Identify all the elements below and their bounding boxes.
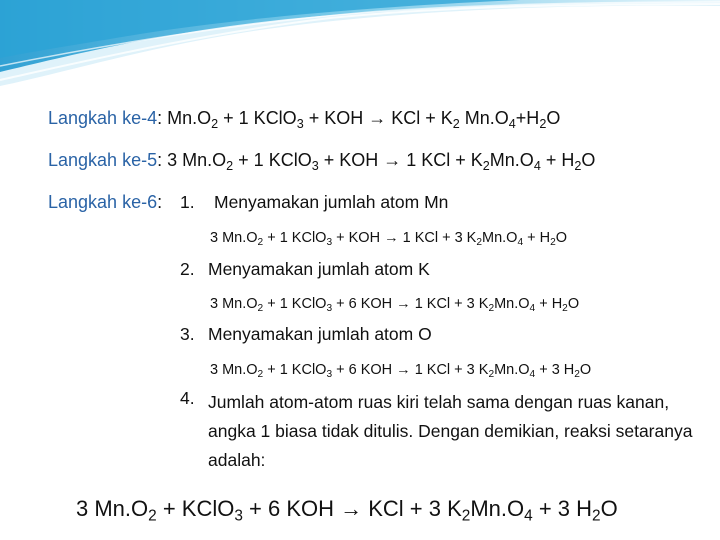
step-5-colon: : <box>157 150 163 170</box>
substep-1-equation: 3 $Mn.O_2 + 1$ KClO$_3$ + KOH → 1 KCl + 3 $K_2Mn.O_4 + H_2O$ <box>210 230 567 249</box>
subscript: 2 <box>148 507 157 525</box>
subscript: 3 <box>326 369 333 381</box>
subscript: 4 <box>524 507 533 525</box>
substep-3-number: 3. <box>180 324 195 344</box>
subscript: 4 <box>517 237 524 249</box>
substep-3-equation: 3 $Mn.O_2 + 1$ KClO$_3$ + 6 KOH → 1 KCl + 3 $K_2Mn.O_4 + 3$ $H_2O$ <box>210 362 592 381</box>
subscript: 3 <box>234 507 243 525</box>
step-6-label: Langkah ke-6 <box>48 192 158 212</box>
step-6-line <box>48 192 162 213</box>
wave-header-decoration <box>0 0 720 90</box>
substep-2-text: Menyamakan jumlah atom K <box>208 259 430 279</box>
substep-1-number: 1. <box>180 192 195 212</box>
subscript: 2 <box>550 237 556 249</box>
step-5-equation: 3 $Mn.O_2 + 1$ KClO$_3$ + KOH → 1 KCl + $K_2Mn.O_4 + H_2O$ <box>167 150 596 173</box>
substep-1-text: Menyamakan jumlah atom Mn <box>214 192 449 212</box>
step-5-line <box>48 150 595 171</box>
subscript: 4 <box>529 303 536 315</box>
subscript: 4 <box>529 369 536 381</box>
step-4-equation: $Mn.O_2 + 1$ KClO$_3$ + KOH → KCl + $K_2$ $Mn.O_4+H_2O$ <box>167 108 561 131</box>
subscript: 2 <box>257 303 264 315</box>
subscript: 3 <box>326 237 333 249</box>
subscript: 2 <box>488 303 495 315</box>
subscript: 3 <box>296 116 304 131</box>
substep-2-equation: 3 $Mn.O_2 + 1$ KClO$_3$ + 6 KOH → 1 KCl + 3 $K_2Mn.O_4 + H_2O$ <box>210 296 580 315</box>
subscript: 2 <box>562 303 568 315</box>
subscript: 2 <box>211 116 219 131</box>
step-4-label: Langkah ke-4 <box>48 108 158 128</box>
subscript: 2 <box>257 369 264 381</box>
subscript: 3 <box>326 303 333 315</box>
subscript: 2 <box>482 158 490 173</box>
step-4-colon: : <box>157 108 163 128</box>
subscript: 2 <box>539 116 547 131</box>
subscript: 4 <box>508 116 516 131</box>
subscript: 2 <box>226 158 234 173</box>
step-6-colon: : <box>157 192 163 212</box>
subscript: 2 <box>574 158 582 173</box>
final-balanced-equation: 3 $Mn.O_2$ + KClO$_3$ + 6 KOH → KCl + 3 $K_2Mn.O_4 + 3$ $H_2O$ <box>76 496 618 525</box>
substep-3-text: Menyamakan jumlah atom O <box>208 324 432 344</box>
subscript: 3 <box>311 158 319 173</box>
subscript: 2 <box>488 369 495 381</box>
substep-4-text: Jumlah atom-atom ruas kiri telah sama dengan ruas kanan, angka 1 biasa tidak ditulis. Dengan demikian, reaksi setaranya adalah: <box>208 392 693 470</box>
subscript: 4 <box>533 158 541 173</box>
subscript: 2 <box>592 507 601 525</box>
subscript: 2 <box>476 237 482 249</box>
subscript: 2 <box>452 116 460 131</box>
step-4-line <box>48 108 560 129</box>
substep-4-number: 4. <box>180 388 195 408</box>
substep-2-number: 2. <box>180 259 195 279</box>
subscript: 2 <box>574 369 580 381</box>
step-5-label: Langkah ke-5 <box>48 150 158 170</box>
subscript: 2 <box>257 237 264 249</box>
subscript: 2 <box>461 507 471 525</box>
